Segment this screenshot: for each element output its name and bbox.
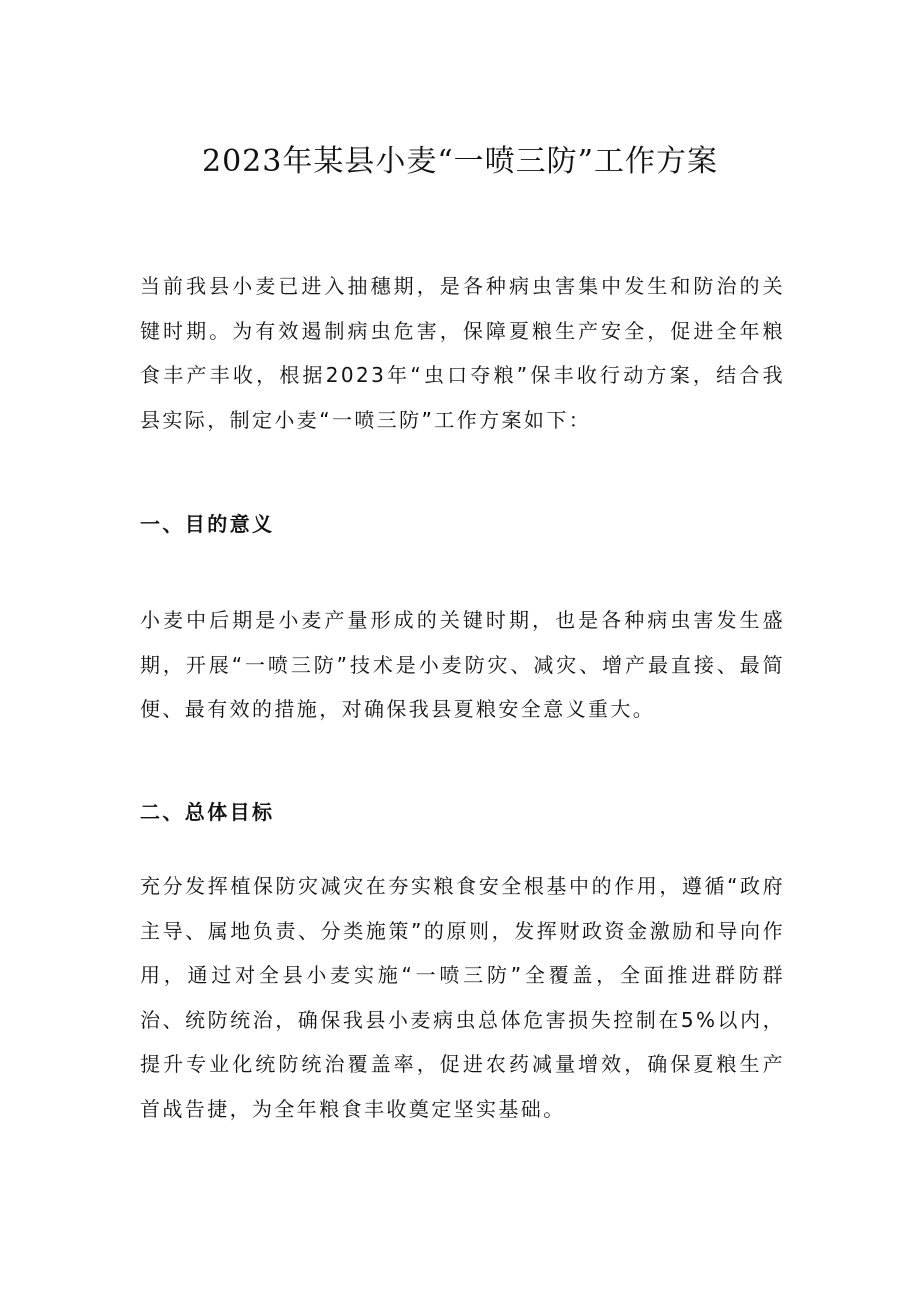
section-body-goals: 充分发挥植保防灾减灾在夯实粮食安全根基中的作用，遵循“政府主导、属地负责、分类施策”的原则，发挥财政资金激励和导向作用，通过对全县小麦实施“一喷三防”全覆盖，全面推进群防群治、统防统治，确保我县小麦病虫总体危害损失控制在5%以内，提升专业化统防统治覆盖率，促进农药减量增效，确保夏粮生产首战告捷，为全年粮食丰收奠定坚实基础。 [140, 874, 785, 1121]
section-heading-purpose: 一、目的意义 [140, 512, 275, 536]
document-title: 2023年某县小麦“一喷三防”工作方案 [201, 144, 719, 179]
intro-paragraph: 当前我县小麦已进入抽穗期，是各种病虫害集中发生和防治的关键时期。为有效遏制病虫危害，保障夏粮生产安全，促进全年粮食丰产丰收，根据2023年“虫口夺粮”保丰收行动方案，结合我县实际，制定小麦“一喷三防”工作方案如下： [140, 274, 785, 432]
section-heading-goals: 二、总体目标 [140, 800, 275, 824]
section-body-purpose: 小麦中后期是小麦产量形成的关键时期，也是各种病虫害发生盛期，开展“一喷三防”技术是小麦防灾、减灾、增产最直接、最简便、最有效的措施，对确保我县夏粮安全意义重大。 [140, 608, 785, 721]
